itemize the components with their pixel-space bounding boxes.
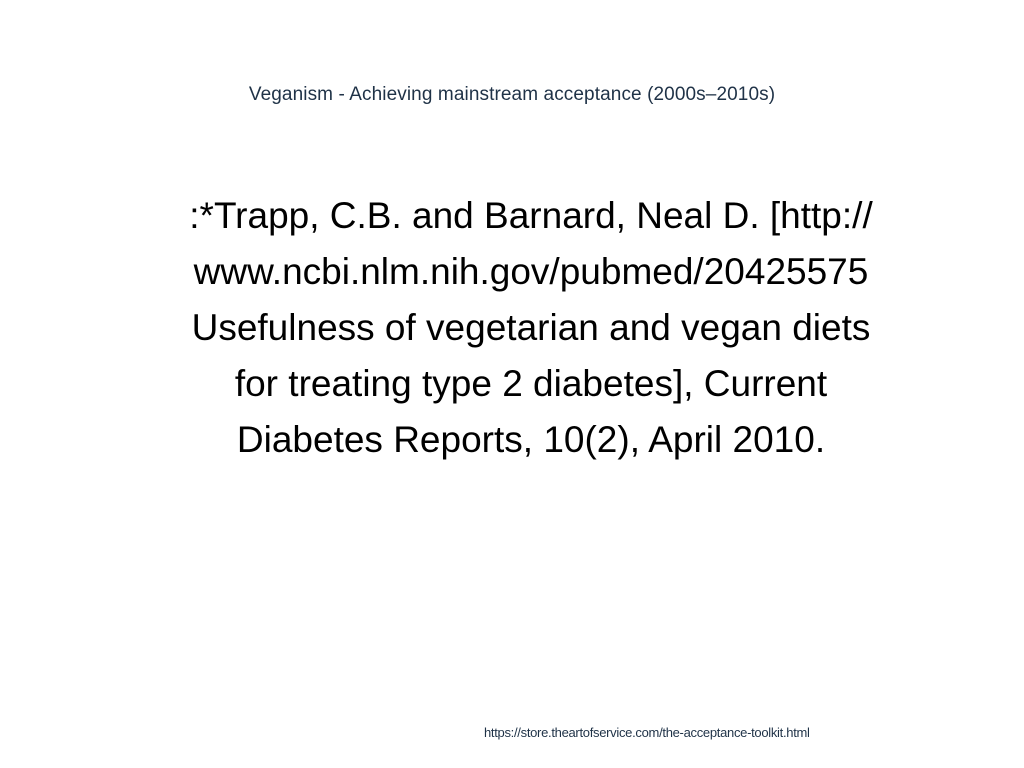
body-line: Usefulness of vegetarian and vegan diets bbox=[191, 307, 871, 348]
body-line: for treating type 2 diabetes], Current bbox=[234, 363, 828, 404]
slide-body-citation bbox=[96, 188, 966, 468]
body-line: :*Trapp, C.B. and Barnard, Neal D. [http:// bbox=[189, 195, 873, 236]
slide-title: Veganism - Achieving mainstream acceptance (2000s–2010s) bbox=[248, 84, 776, 105]
body-line: Diabetes Reports, 10(2), April 2010. bbox=[236, 419, 826, 460]
footer-url-link[interactable]: https://store.theartofservice.com/the-acceptance-toolkit.html bbox=[484, 725, 810, 740]
body-line: www.ncbi.nlm.nih.gov/pubmed/20425575 bbox=[193, 251, 869, 292]
